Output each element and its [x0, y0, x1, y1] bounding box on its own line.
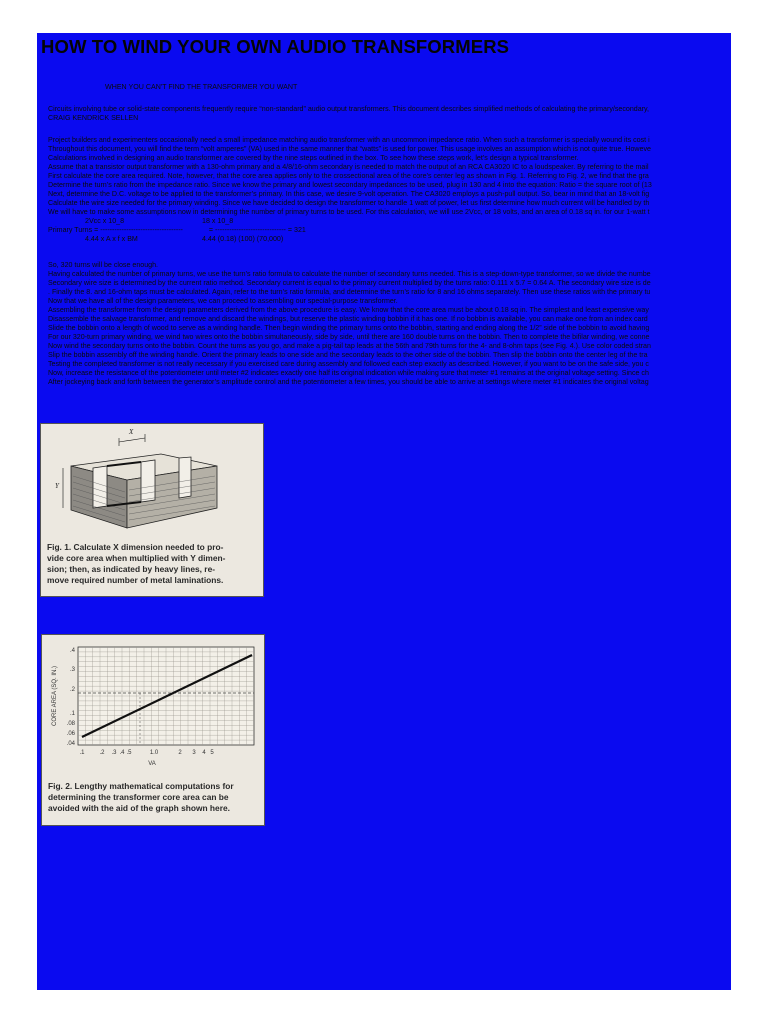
body-paragraph: For our 320-turn primary winding, we wind two wires onto the bobbin simultaneously, side by side, until there are 160 double turns on the bobbin. Then to complete the bifilar winding, we conne — [48, 333, 650, 341]
formula-numerator-right: 18 x 10_8 — [202, 217, 234, 225]
x-tick-label: .2 — [99, 750, 105, 756]
body-paragraph: Calculate the wire size needed for the primary winding. Since we have decided to design the transformer to handle 1 watt of power, let us first determine how much current will be handled by th — [48, 199, 650, 207]
intro-paragraph: Circuits involving tube or solid-state components frequently require “non-standard” audio output transformers. This document describes simplified methods of calculating the primary/secondary, — [48, 105, 650, 113]
x-tick-label: 5 — [210, 750, 214, 756]
body-paragraph: Throughout this document, you will find the term “volt amperes” (VA) used in the same manner that “watts” is used for power. This usage involves an assumption which is not quite true. Howeve — [48, 145, 651, 153]
y-tick-label: .2 — [69, 687, 75, 693]
body-paragraph: Now that we have all of the design parameters, we can proceed to assembling our special-purpose transformer. — [48, 297, 398, 305]
x-axis-label: VA — [148, 761, 156, 767]
x-tick-label: .1 — [79, 750, 85, 756]
body-paragraph: First calculate the core area required. Note, however, that the core area applies only to the crossectional area of the core’s center leg as shown in Fig. 1. Referring to Fig. 2, we find that the gra — [48, 172, 649, 180]
body-paragraph: Slip the bobbin assembly off the winding handle. Orient the primary leads to one side and the secondary leads to the other side of the bobbin. Then slip the bobbin onto the center leg of the tra — [48, 351, 648, 359]
body-paragraph: Assembling the transformer from the design parameters derived from the above procedure is easy. We know that the core area must be about 0.18 sq in. The simplest and least expensive way — [48, 306, 649, 314]
dimension-y-label: Y — [55, 482, 59, 490]
y-tick-label: .08 — [66, 721, 75, 727]
formula-numerator-left: 2Vcc x 10_8 — [85, 217, 125, 225]
y-axis-label: CORE AREA (SQ. IN.) — [52, 665, 58, 727]
body-paragraph: Slide the bobbin onto a length of wood to serve as a winding handle. Then begin winding the primary turns onto the bobbin, starting and ending along the 1/2” side of the bobbin to avoid having — [48, 324, 650, 332]
body-paragraph: Assume that a transistor output transformer with a 130-ohm primary and a 4/8/16-ohm secondary is needed to match the output of an RCA CA3020 IC to a loudspeaker. By referring to the mail — [48, 163, 649, 171]
document-title: HOW TO WIND YOUR OWN AUDIO TRANSFORMERS — [41, 36, 510, 57]
figure-2-caption-line: Fig. 2. Lengthy mathematical computations for — [48, 781, 234, 791]
body-paragraph: Now wind the secondary turns onto the bobbin. Count the turns as you go, and make a pig-tail tap leads at the 56th and 79th turns for the 4- and 8-ohm taps (see Fig. 4.). Use color coded stran — [48, 342, 651, 350]
body-paragraph: Calculations involved in designing an audio transformer are covered by the nine steps outlined in the box. To see how these steps work, let’s design a typical transformer. — [48, 154, 579, 162]
core-lamination-illustration — [41, 424, 263, 534]
formula-fraction-line — [48, 226, 306, 235]
body-paragraph: Now, increase the resistance of the potentiometer until meter #2 indicates exactly one half its original indication while making sure that meter #1 remains at the original voltage setting. Since ch — [48, 369, 649, 377]
x-tick-label: 3 — [192, 750, 196, 756]
body-paragraph: Project builders and experimenters occasionally need a small impedance matching audio transformer with an uncommon impedance ratio. When such a transformer is specially wound its cost i — [48, 136, 650, 144]
figure-1-core-lamination — [40, 423, 264, 597]
figure-2-caption-line: determining the transformer core area can be — [48, 792, 229, 802]
document-page — [37, 33, 731, 990]
formula-bar-right: ------------------------------ — [215, 226, 286, 234]
x-tick-label: .4 — [119, 750, 125, 756]
body-paragraph: Testing the completed transformer is not really necessary if you exercised care during assembly and followed each step exactly as described. However, if you want to be on the safe side, you c — [48, 360, 649, 368]
formula-denominator-right: 4.44 (0.18) (100) (70,000) — [202, 235, 284, 243]
body-paragraph: Secondary wire size is determined by the current ratio method. Secondary current is equal to the primary current multiplied by the turns ratio: 0.111 x 5.7 = 0.64 A. The secondary wire size is de — [48, 279, 651, 287]
formula-bar-left: ----------------------------------- — [100, 226, 183, 234]
body-paragraph: After jockeying back and forth between the generator’s amplitude control and the potentiometer a few times, you should be able to arrive at settings where meter #1 indicates the original voltag — [48, 378, 649, 386]
author: CRAIG KENDRICK SELLEN — [48, 114, 139, 122]
figure-1-caption-line: Fig. 1. Calculate X dimension needed to pro- — [47, 542, 224, 552]
formula-result: = 321 — [285, 226, 306, 234]
y-tick-label: .3 — [69, 667, 75, 673]
core-area-chart — [42, 635, 264, 775]
figure-1-caption-line: sion; then, as indicated by heavy lines, re- — [47, 564, 216, 574]
y-tick-label: .1 — [69, 711, 75, 717]
body-paragraph: Having calculated the number of primary turns, we use the turn’s ratio formula to calculate the number of secondary turns needed. This is a step-down-type transformer, so we divide the numbe — [48, 270, 651, 278]
body-paragraph: Disassemble the salvage transformer, and remove and discard the windings, but reserve the plastic winding bobbin if it has one. If no bobbin is available, you can make one from an index card — [48, 315, 648, 323]
x-tick-label: 4 — [202, 750, 206, 756]
formula-equals: = — [208, 226, 216, 234]
document-subtitle: WHEN YOU CAN'T FIND THE TRANSFORMER YOU WANT — [105, 83, 298, 91]
y-tick-label: .04 — [66, 741, 75, 747]
body-paragraph: So, 320 turns will be close enough. — [48, 261, 159, 269]
x-tick-label: .3 — [111, 750, 117, 756]
body-paragraph: Next, determine the D.C. voltage to be applied to the transformer’s primary. In this case, we desire 9-volt operation. The CA3020 employs a push-pull output. So, bear in mind that an 18-volt fig — [48, 190, 650, 198]
x-tick-label: .5 — [126, 750, 132, 756]
x-tick-label: 1.0 — [149, 750, 159, 756]
y-tick-label: .4 — [69, 648, 75, 654]
figure-1-caption-line: vide core area when multiplied with Y dimen- — [47, 553, 226, 563]
formula-denominator-left: 4.44 x A x f x BM — [85, 235, 138, 243]
y-tick-label: .06 — [66, 731, 75, 737]
body-paragraph: Determine the turn’s ratio from the impedance ratio. Since we know the primary and lowest secondary impedances to be used, plug in 130 and 4 into the equation: Ratio = the square root of (13 — [48, 181, 652, 189]
dimension-x-label: X — [129, 428, 134, 436]
x-tick-label: 2 — [178, 750, 182, 756]
figure-2-core-area-graph — [41, 634, 265, 826]
figure-1-caption-line: move required number of metal laminations. — [47, 575, 224, 585]
figure-2-caption-line: avoided with the aid of the graph shown here. — [48, 803, 230, 813]
formula-label: Primary Turns = — [48, 226, 101, 234]
body-paragraph: We will have to make some assumptions now in determining the number of primary turns to be used. For this calculation, we will use 2Vcc, or 18 volts, and an area of 0.18 sq in. for our 1-watt t — [48, 208, 650, 216]
body-paragraph: . Finally the 8. and 16-ohm taps must be calculated. Again, refer to the turn’s ratio formula, and determine the turn’s ratio for 8 and 16 ohms separately. Then use these ratios with the primary tu — [48, 288, 651, 296]
